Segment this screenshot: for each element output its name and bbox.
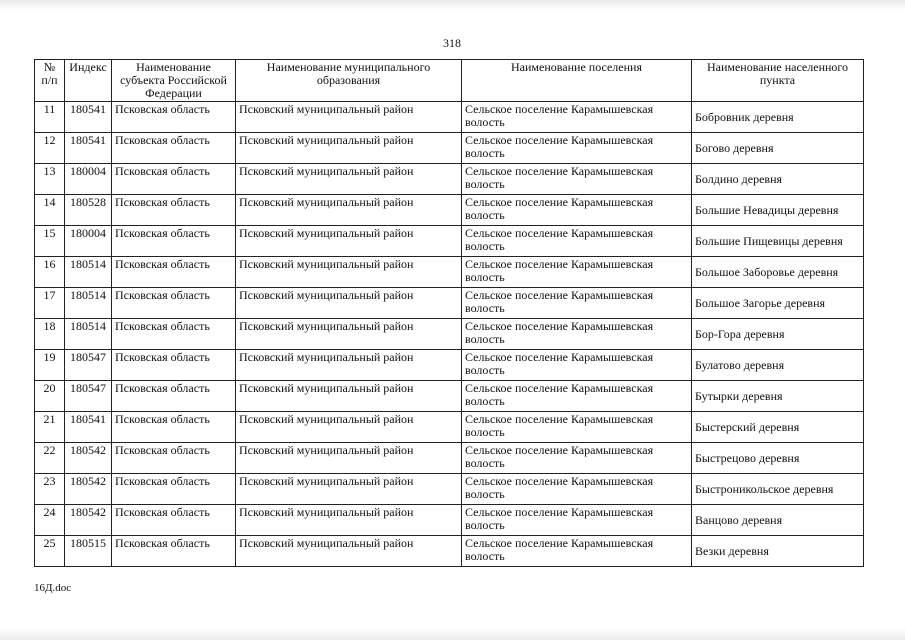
table-row — [35, 505, 864, 536]
cell-index: 180514 — [65, 257, 112, 288]
cell-settlement: Сельское поселение Карамышевская волость — [462, 474, 692, 505]
cell-settlement: Сельское поселение Карамышевская волость — [462, 350, 692, 381]
header-municipality: Наименование муниципального образования — [236, 60, 462, 102]
header-settlement: Наименование поселения — [462, 60, 692, 102]
cell-num: 22 — [35, 443, 65, 474]
cell-locality: Быстроникольское деревня — [692, 474, 864, 505]
cell-settlement: Сельское поселение Карамышевская волость — [462, 133, 692, 164]
cell-locality: Бутырки деревня — [692, 381, 864, 412]
cell-municipality: Псковский муниципальный район — [236, 412, 462, 443]
cell-locality: Большое Загорье деревня — [692, 288, 864, 319]
table-row — [35, 350, 864, 381]
cell-municipality: Псковский муниципальный район — [236, 474, 462, 505]
cell-subject: Псковская область — [112, 505, 236, 536]
cell-num: 25 — [35, 536, 65, 567]
table-header-row — [35, 60, 864, 102]
cell-settlement: Сельское поселение Карамышевская волость — [462, 102, 692, 133]
cell-num: 21 — [35, 412, 65, 443]
cell-num: 14 — [35, 195, 65, 226]
cell-subject: Псковская область — [112, 257, 236, 288]
cell-index: 180514 — [65, 288, 112, 319]
cell-settlement: Сельское поселение Карамышевская волость — [462, 536, 692, 567]
table-row — [35, 536, 864, 567]
cell-municipality: Псковский муниципальный район — [236, 536, 462, 567]
table-row — [35, 288, 864, 319]
scan-edge-top — [0, 0, 905, 10]
cell-num: 18 — [35, 319, 65, 350]
cell-subject: Псковская область — [112, 443, 236, 474]
scan-edge-bottom — [0, 628, 905, 640]
cell-subject: Псковская область — [112, 381, 236, 412]
table-row — [35, 164, 864, 195]
cell-index: 180541 — [65, 133, 112, 164]
cell-index: 180514 — [65, 319, 112, 350]
cell-municipality: Псковский муниципальный район — [236, 319, 462, 350]
cell-num: 17 — [35, 288, 65, 319]
localities-table — [34, 59, 864, 567]
cell-index: 180547 — [65, 381, 112, 412]
cell-index: 180004 — [65, 164, 112, 195]
cell-index: 180547 — [65, 350, 112, 381]
header-subject: Наименование субъекта Российской Федерации — [112, 60, 236, 102]
cell-settlement: Сельское поселение Карамышевская волость — [462, 226, 692, 257]
cell-locality: Ванцово деревня — [692, 505, 864, 536]
cell-municipality: Псковский муниципальный район — [236, 102, 462, 133]
table-row — [35, 412, 864, 443]
cell-locality: Богово деревня — [692, 133, 864, 164]
cell-locality: Болдино деревня — [692, 164, 864, 195]
cell-index: 180542 — [65, 443, 112, 474]
cell-subject: Псковская область — [112, 412, 236, 443]
cell-subject: Псковская область — [112, 474, 236, 505]
table-row — [35, 474, 864, 505]
cell-municipality: Псковский муниципальный район — [236, 288, 462, 319]
cell-index: 180004 — [65, 226, 112, 257]
cell-num: 13 — [35, 164, 65, 195]
cell-index: 180528 — [65, 195, 112, 226]
table-row — [35, 381, 864, 412]
table-row — [35, 319, 864, 350]
cell-subject: Псковская область — [112, 102, 236, 133]
cell-subject: Псковская область — [112, 195, 236, 226]
cell-locality: Большие Пищевицы деревня — [692, 226, 864, 257]
cell-municipality: Псковский муниципальный район — [236, 195, 462, 226]
cell-num: 19 — [35, 350, 65, 381]
cell-settlement: Сельское поселение Карамышевская волость — [462, 164, 692, 195]
cell-locality: Булатово деревня — [692, 350, 864, 381]
cell-subject: Псковская область — [112, 536, 236, 567]
cell-municipality: Псковский муниципальный район — [236, 133, 462, 164]
table-row — [35, 133, 864, 164]
cell-index: 180541 — [65, 102, 112, 133]
cell-municipality: Псковский муниципальный район — [236, 257, 462, 288]
cell-municipality: Псковский муниципальный район — [236, 505, 462, 536]
cell-settlement: Сельское поселение Карамышевская волость — [462, 443, 692, 474]
cell-subject: Псковская область — [112, 133, 236, 164]
cell-municipality: Псковский муниципальный район — [236, 350, 462, 381]
table-row — [35, 443, 864, 474]
cell-index: 180515 — [65, 536, 112, 567]
cell-settlement: Сельское поселение Карамышевская волость — [462, 412, 692, 443]
cell-locality: Бобровник деревня — [692, 102, 864, 133]
cell-subject: Псковская область — [112, 288, 236, 319]
cell-num: 23 — [35, 474, 65, 505]
header-num: № п/п — [35, 60, 65, 102]
cell-num: 16 — [35, 257, 65, 288]
cell-settlement: Сельское поселение Карамышевская волость — [462, 257, 692, 288]
table-row — [35, 102, 864, 133]
cell-municipality: Псковский муниципальный район — [236, 443, 462, 474]
footer-file-name: 16Д.doc — [34, 582, 72, 594]
cell-locality: Быстрецово деревня — [692, 443, 864, 474]
cell-subject: Псковская область — [112, 226, 236, 257]
cell-num: 15 — [35, 226, 65, 257]
cell-locality: Везки деревня — [692, 536, 864, 567]
cell-subject: Псковская область — [112, 319, 236, 350]
page-number: 318 — [443, 36, 461, 50]
cell-num: 12 — [35, 133, 65, 164]
cell-num: 11 — [35, 102, 65, 133]
cell-municipality: Псковский муниципальный район — [236, 226, 462, 257]
cell-num: 20 — [35, 381, 65, 412]
header-locality: Наименование населенного пункта — [692, 60, 864, 102]
cell-settlement: Сельское поселение Карамышевская волость — [462, 381, 692, 412]
cell-locality: Быстерский деревня — [692, 412, 864, 443]
header-index: Индекс — [65, 60, 112, 102]
cell-settlement: Сельское поселение Карамышевская волость — [462, 288, 692, 319]
cell-municipality: Псковский муниципальный район — [236, 164, 462, 195]
cell-municipality: Псковский муниципальный район — [236, 381, 462, 412]
table-row — [35, 257, 864, 288]
cell-index: 180542 — [65, 505, 112, 536]
cell-subject: Псковская область — [112, 164, 236, 195]
cell-settlement: Сельское поселение Карамышевская волость — [462, 319, 692, 350]
cell-settlement: Сельское поселение Карамышевская волость — [462, 195, 692, 226]
cell-num: 24 — [35, 505, 65, 536]
cell-locality: Большое Заборовье деревня — [692, 257, 864, 288]
cell-locality: Большие Невадицы деревня — [692, 195, 864, 226]
cell-subject: Псковская область — [112, 350, 236, 381]
cell-locality: Бор-Гора деревня — [692, 319, 864, 350]
cell-settlement: Сельское поселение Карамышевская волость — [462, 505, 692, 536]
table-row — [35, 195, 864, 226]
cell-index: 180542 — [65, 474, 112, 505]
table-row — [35, 226, 864, 257]
cell-index: 180541 — [65, 412, 112, 443]
